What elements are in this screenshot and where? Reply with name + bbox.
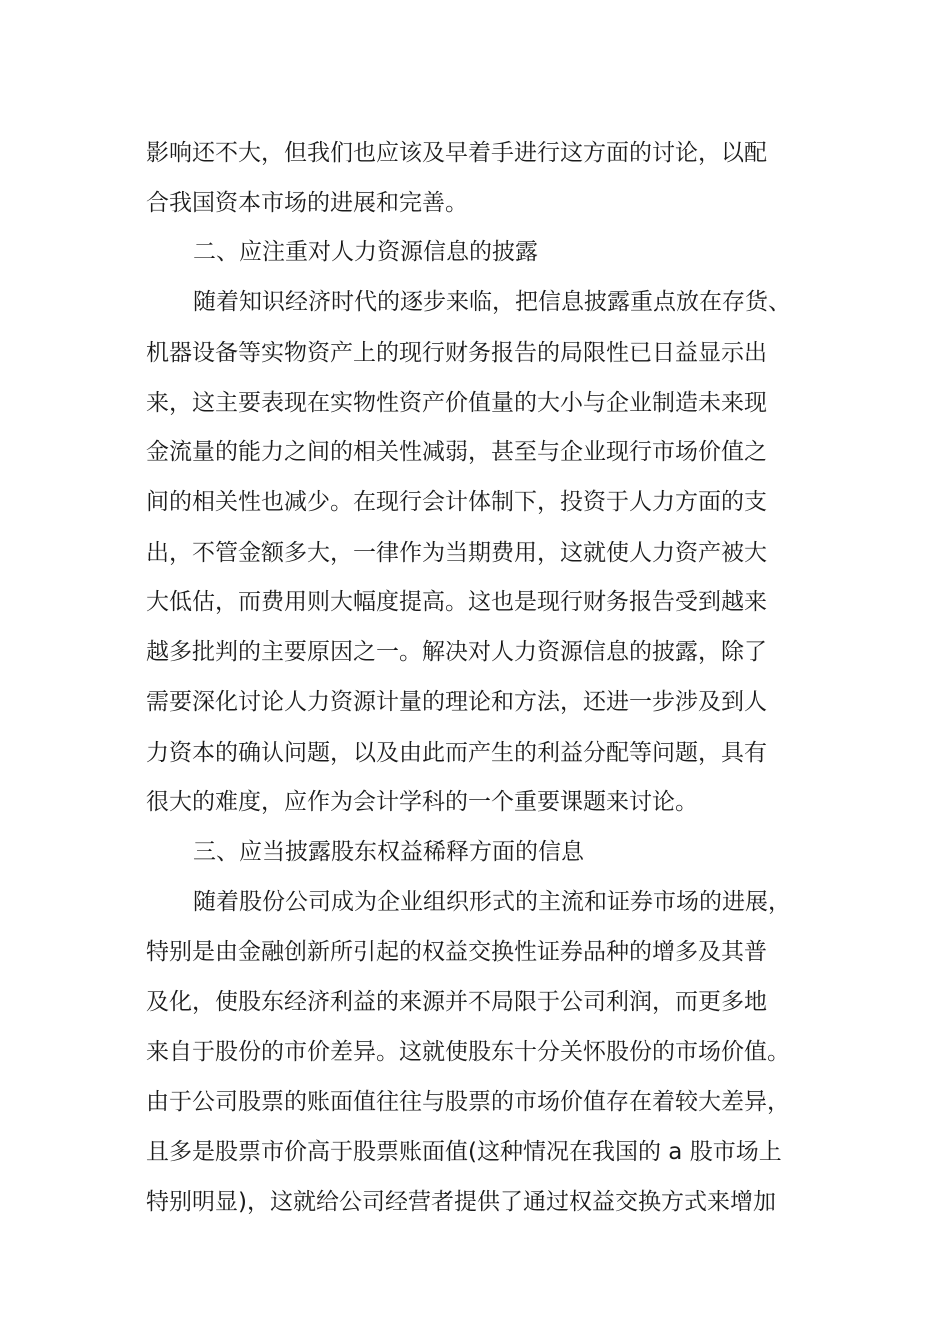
body-text-line: 大低估，而费用则大幅度提高。这也是现行财务报告受到越来 [146,589,767,615]
section-heading-2: 二、应注重对人力资源信息的披露 [193,239,538,265]
body-text-line: 影响还不大，但我们也应该及早着手进行这方面的讨论，以配 [146,140,767,166]
body-text-line: 特别是由金融创新所引起的权益交换性证券品种的增多及其普 [146,939,767,965]
body-text-line: 需要深化讨论人力资源计量的理论和方法，还进一步涉及到人 [146,689,767,715]
body-text-line: 机器设备等实物资产上的现行财务报告的局限性已日益显示出 [146,340,767,366]
body-text-line: 越多批判的主要原因之一。解决对人力资源信息的披露，除了 [146,639,767,665]
section-heading-3: 三、应当披露股东权益稀释方面的信息 [193,839,584,865]
body-text-line: 出，不管金额多大，一律作为当期费用，这就使人力资产被大 [146,540,767,566]
body-text-line: 特别明显)，这就给公司经营者提供了通过权益交换方式来增加 [146,1189,776,1215]
body-text-line: 随着股份公司成为企业组织形式的主流和证券市场的进展， [193,889,791,915]
body-text-line: 且多是股票市价高于股票账面值(这种情况在我国的 a 股市场上 [146,1139,782,1165]
body-text-line: 随着知识经济时代的逐步来临，把信息披露重点放在存货、 [193,289,791,315]
body-text-line: 来自于股份的市价差异。这就使股东十分关怀股份的市场价值。 [146,1039,790,1065]
body-text-line: 力资本的确认问题，以及由此而产生的利益分配等问题，具有 [146,740,767,766]
body-text-line: 来，这主要表现在实物性资产价值量的大小与企业制造未来现 [146,390,767,416]
body-text-line: 由于公司股票的账面值往往与股票的市场价值存在着较大差异， [146,1089,790,1115]
body-text-line: 间的相关性也减少。在现行会计体制下，投资于人力方面的支 [146,489,767,515]
body-text-line: 及化，使股东经济利益的来源并不局限于公司利润，而更多地 [146,989,767,1015]
body-text-line: 合我国资本市场的进展和完善。 [146,190,468,216]
body-text-line: 很大的难度，应作为会计学科的一个重要课题来讨论。 [146,789,698,815]
body-text-line: 金流量的能力之间的相关性减弱，甚至与企业现行市场价值之 [146,439,767,465]
